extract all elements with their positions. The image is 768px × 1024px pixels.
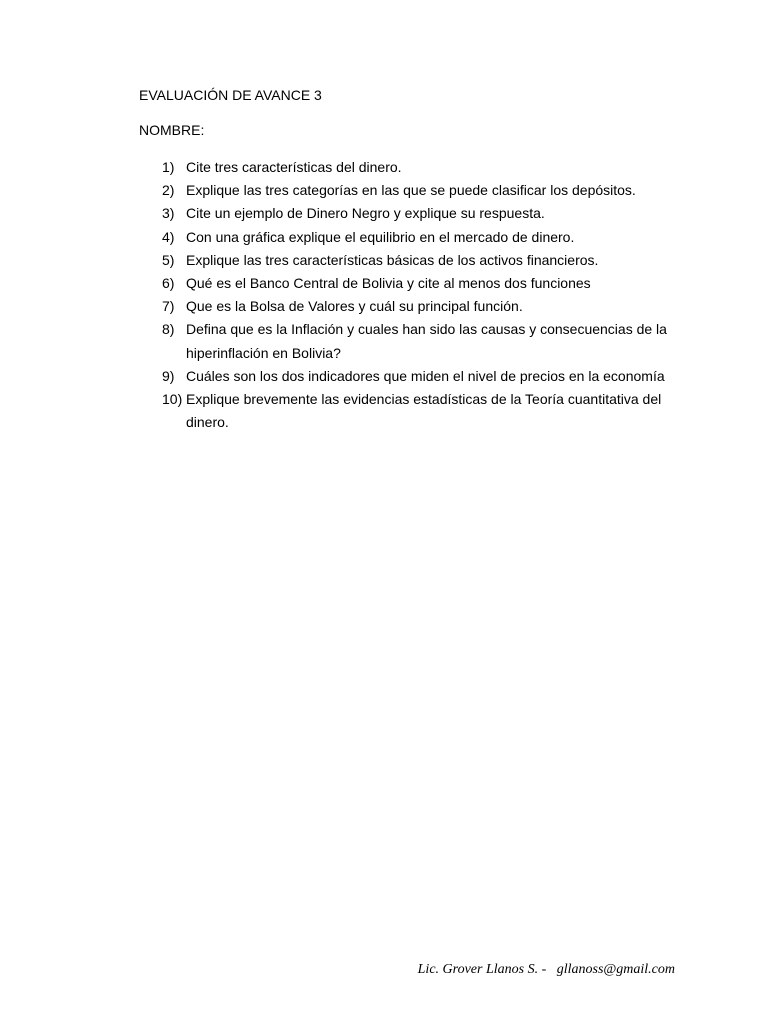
question-number: 9) [162, 367, 175, 384]
question-number: 3) [162, 205, 175, 222]
document-title: EVALUACIÓN DE AVANCE 3 [139, 87, 322, 103]
question-item [162, 179, 682, 202]
question-item [162, 365, 682, 388]
question-number: 1) [162, 159, 175, 175]
question-number: 4) [162, 228, 175, 245]
question-text: Explique brevemente las evidencias estadísticas de la Teoría cuantitativa del dinero. [186, 391, 662, 431]
question-item [162, 295, 682, 318]
name-label: NOMBRE: [139, 122, 205, 138]
question-text: Defina que es la Inflación y cuales han sido las causas y consecuencias de la hiperinflación en Bolivia? [186, 321, 667, 361]
question-number: 8) [162, 321, 175, 338]
question-item [162, 226, 682, 249]
question-number: 7) [162, 298, 175, 315]
question-number: 5) [162, 251, 175, 268]
question-text: Explique las tres categorías en las que se puede clasificar los depósitos. [186, 182, 636, 199]
question-text: Cuáles son los dos indicadores que miden el nivel de precios en la economía [186, 367, 665, 384]
question-number: 2) [162, 182, 175, 199]
question-text: Con una gráfica explique el equilibrio en el mercado de dinero. [186, 228, 575, 245]
question-number: 10) [162, 391, 183, 408]
question-text: Que es la Bolsa de Valores y cuál su principal función. [186, 298, 523, 315]
footer-author-contact: Lic. Grover Llanos S. - gllanoss@gmail.com [417, 962, 675, 977]
question-text: Explique las tres características básicas de los activos financieros. [186, 251, 599, 268]
question-list [162, 156, 682, 434]
question-text: Cite un ejemplo de Dinero Negro y explique su respuesta. [186, 205, 545, 222]
question-item [162, 388, 682, 434]
question-item [162, 202, 682, 225]
question-text: Cite tres características del dinero. [186, 159, 402, 175]
question-text: Qué es el Banco Central de Bolivia y cite al menos dos funciones [186, 275, 591, 292]
question-item [162, 272, 682, 295]
question-item [162, 318, 682, 364]
question-item [162, 249, 682, 272]
question-number: 6) [162, 275, 175, 292]
question-item [162, 156, 682, 179]
